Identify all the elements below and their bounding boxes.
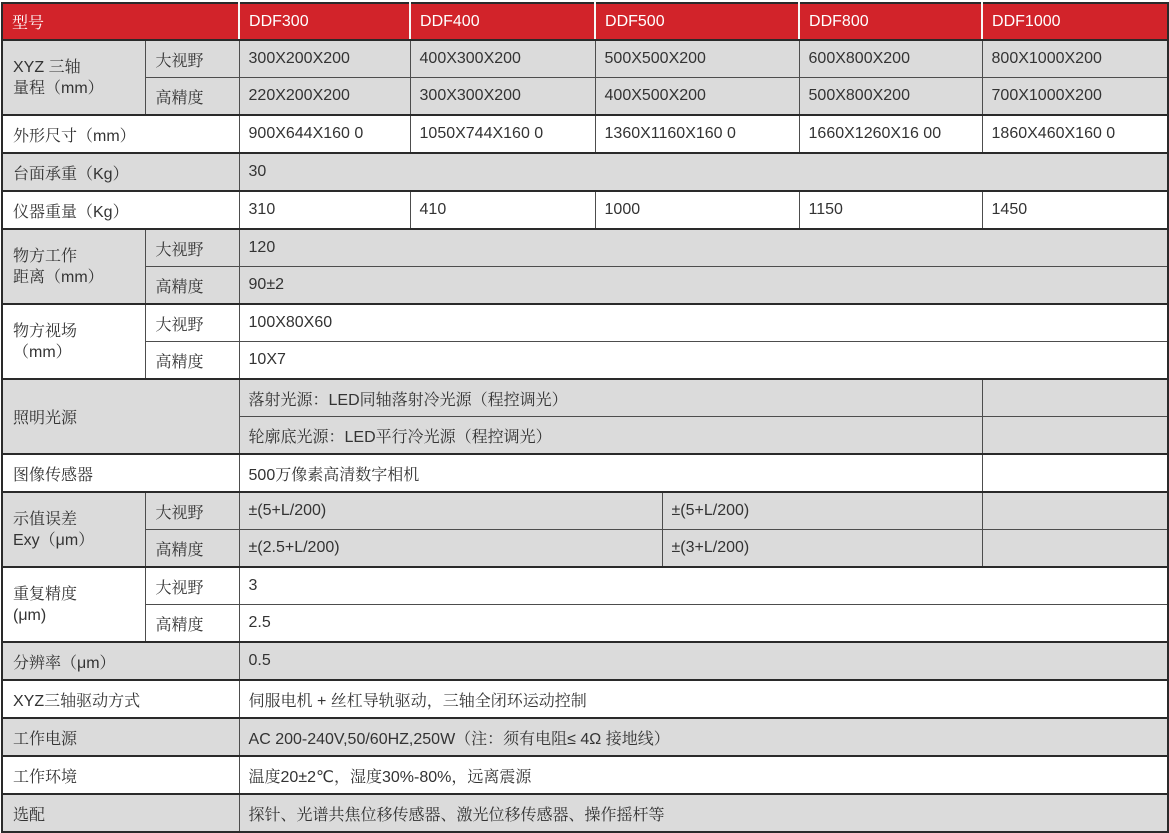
value-cell: ±(5+L/200) xyxy=(662,492,982,530)
value-cell: 300X300X200 xyxy=(410,78,595,116)
table-row xyxy=(2,379,1168,417)
value-cell: 600X800X200 xyxy=(799,40,982,78)
header-model-ddf1000: DDF1000 xyxy=(982,3,1168,40)
table-header-row xyxy=(2,3,1168,40)
table-row xyxy=(2,304,1168,342)
table-row xyxy=(2,680,1168,718)
table-row xyxy=(2,267,1168,305)
value-cell: 3 xyxy=(239,567,1168,605)
value-cell-empty xyxy=(982,379,1168,417)
row-label-environment: 工作环境 xyxy=(2,756,239,794)
header-model-label: 型号 xyxy=(2,3,239,40)
table-row xyxy=(2,756,1168,794)
row-label-field-of-view: 物方视场 （mm） xyxy=(2,304,145,379)
value-cell: 伺服电机 + 丝杠导轨驱动，三轴全闭环运动控制 xyxy=(239,680,1168,718)
table-row xyxy=(2,794,1168,832)
value-cell: 1860X460X160 0 xyxy=(982,115,1168,153)
header-model-ddf500: DDF500 xyxy=(595,3,799,40)
table-row xyxy=(2,605,1168,643)
table-row xyxy=(2,454,1168,492)
value-cell: ±(2.5+L/200) xyxy=(239,530,662,568)
value-cell: 100X80X60 xyxy=(239,304,1168,342)
value-cell: 1000 xyxy=(595,191,799,229)
value-cell: 310 xyxy=(239,191,410,229)
sublabel-large-fov: 大视野 xyxy=(145,304,239,342)
value-cell: 1050X744X160 0 xyxy=(410,115,595,153)
row-label-table-load: 台面承重（Kg） xyxy=(2,153,239,191)
value-cell: 700X1000X200 xyxy=(982,78,1168,116)
value-cell: 220X200X200 xyxy=(239,78,410,116)
value-cell: 410 xyxy=(410,191,595,229)
value-cell: 温度20±2℃，湿度30%-80%，远离震源 xyxy=(239,756,1168,794)
row-label-working-distance: 物方工作 距离（mm） xyxy=(2,229,145,304)
sublabel-high-precision: 高精度 xyxy=(145,267,239,305)
sublabel-large-fov: 大视野 xyxy=(145,40,239,78)
table-row xyxy=(2,492,1168,530)
value-cell: 400X500X200 xyxy=(595,78,799,116)
row-label-image-sensor: 图像传感器 xyxy=(2,454,239,492)
row-label-indication-error: 示值误差 Exy（μm） xyxy=(2,492,145,567)
table-row xyxy=(2,342,1168,380)
value-cell: 900X644X160 0 xyxy=(239,115,410,153)
table-row xyxy=(2,642,1168,680)
table-row xyxy=(2,191,1168,229)
value-cell: ±(5+L/200) xyxy=(239,492,662,530)
value-cell-empty xyxy=(982,454,1168,492)
value-cell: ±(3+L/200) xyxy=(662,530,982,568)
value-cell: 轮廓底光源：LED平行冷光源（程控调光） xyxy=(239,417,982,455)
header-model-ddf300: DDF300 xyxy=(239,3,410,40)
row-label-resolution: 分辨率（μm） xyxy=(2,642,239,680)
table-row xyxy=(2,78,1168,116)
table-row xyxy=(2,40,1168,78)
value-cell-empty xyxy=(982,530,1168,568)
value-cell: 500X800X200 xyxy=(799,78,982,116)
value-cell: 0.5 xyxy=(239,642,1168,680)
sublabel-large-fov: 大视野 xyxy=(145,567,239,605)
header-model-ddf400: DDF400 xyxy=(410,3,595,40)
value-cell-empty xyxy=(982,417,1168,455)
sublabel-large-fov: 大视野 xyxy=(145,229,239,267)
table-row xyxy=(2,567,1168,605)
value-cell: 30 xyxy=(239,153,1168,191)
value-cell: 500X500X200 xyxy=(595,40,799,78)
value-cell: 1150 xyxy=(799,191,982,229)
value-cell: 2.5 xyxy=(239,605,1168,643)
row-label-illumination: 照明光源 xyxy=(2,379,239,454)
value-cell: 500万像素高清数字相机 xyxy=(239,454,982,492)
row-label-options: 选配 xyxy=(2,794,239,832)
table-row xyxy=(2,229,1168,267)
value-cell: 1450 xyxy=(982,191,1168,229)
sublabel-high-precision: 高精度 xyxy=(145,530,239,568)
value-cell: AC 200-240V,50/60HZ,250W（注：须有电阻≤ 4Ω 接地线） xyxy=(239,718,1168,756)
table-row xyxy=(2,115,1168,153)
value-cell: 10X7 xyxy=(239,342,1168,380)
row-label-dimensions: 外形尺寸（mm） xyxy=(2,115,239,153)
value-cell: 800X1000X200 xyxy=(982,40,1168,78)
row-label-repeatability: 重复精度 (μm) xyxy=(2,567,145,642)
row-label-power: 工作电源 xyxy=(2,718,239,756)
value-cell: 1360X1160X160 0 xyxy=(595,115,799,153)
value-cell: 400X300X200 xyxy=(410,40,595,78)
value-cell: 90±2 xyxy=(239,267,1168,305)
row-label-weight: 仪器重量（Kg） xyxy=(2,191,239,229)
row-label-drive-mode: XYZ三轴驱动方式 xyxy=(2,680,239,718)
value-cell: 300X200X200 xyxy=(239,40,410,78)
sublabel-high-precision: 高精度 xyxy=(145,78,239,116)
value-cell-empty xyxy=(982,492,1168,530)
sublabel-high-precision: 高精度 xyxy=(145,605,239,643)
sublabel-large-fov: 大视野 xyxy=(145,492,239,530)
header-model-ddf800: DDF800 xyxy=(799,3,982,40)
product-spec-table xyxy=(1,2,1169,833)
table-row xyxy=(2,530,1168,568)
value-cell: 落射光源：LED同轴落射冷光源（程控调光） xyxy=(239,379,982,417)
value-cell: 120 xyxy=(239,229,1168,267)
table-row xyxy=(2,153,1168,191)
table-row xyxy=(2,718,1168,756)
value-cell: 探针、光谱共焦位移传感器、激光位移传感器、操作摇杆等 xyxy=(239,794,1168,832)
value-cell: 1660X1260X16 00 xyxy=(799,115,982,153)
sublabel-high-precision: 高精度 xyxy=(145,342,239,380)
row-label-xyz-range: XYZ 三轴 量程（mm） xyxy=(2,40,145,115)
